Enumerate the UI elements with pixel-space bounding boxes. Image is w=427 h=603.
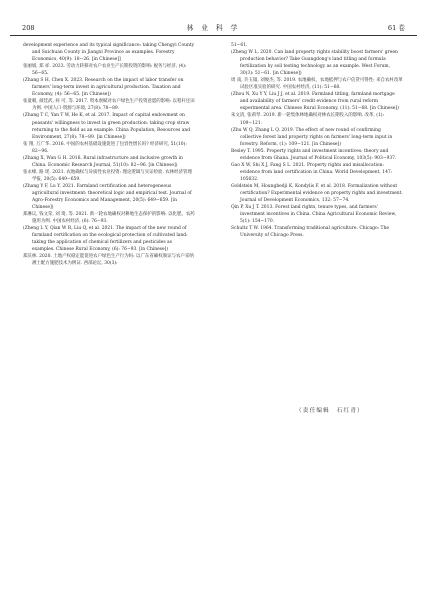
reference-entry: 郑淋议, 钱文荣, 刘 琦, 等. 2021. 新一轮农地确权对耕地生态保护的影响: 以化肥、农药施用为例. 中国农村经济, (6): 76−93. [23,212,195,225]
volume-label: 61 卷 [387,24,405,32]
reference-entry: Besley T. 1995. Property rights and investment incentives: theory and evidence from Ghana. Journal of Political Economy, 103(5): 903−937. [231,148,397,161]
reference-entry: Goldstein M, Houngbedji K, Kondylis F, et al. 2018. Formalization without certification? Experimental evidence on property rights and investment. Journal of Development Economics, 132: 57−74. [231,183,403,204]
reference-entry: 张童朝, 颜廷武, 何 可, 等. 2017. 资本禀赋对农户绿色生产投资意愿的影响: 以秸秆还田为例. 中国人口·资源与环境, 27(8): 78−89. [23,99,195,112]
reference-entry: (Zhang T C, Yan T W, He K, et al. 2017. Impact of capital endowment on peasants' willingness to invest in green production: taking crop straw returning to the field as an example. China Population, Resources and Environment, 27(8): 78−89. [in Chinese]) [23,113,191,140]
reference-entry: (Zheng W L. 2020. Can land property rights stability boost farmers' green production behavior? Take Guangdong's land titling and formula fertilization by soil testing technology as an example. West Forum, 30(3): 51−61. [in Chinese]) [231,50,398,77]
page-number: 208 [22,24,35,32]
reference-entry: Qin P, Xu J T. 2013. Forest land rights, tenure types, and farmers' investment incentives in China. China Agricultural Economic Review, 5(1): 154−170. [231,205,397,225]
reference-entry: (Zhang S H, Chen X. 2023. Research on the impact of labor transfer on farmers' long-term invest in agricultural production. Taxation and Economy, (4): 56−65. [in Chinese]) [23,78,184,98]
reference-entry: (Zhu W Q, Zhang L Q. 2019. The effect of new round of confirming collective forest land property rights on farmers' long-term input in forestry. Reform, (1): 109−121. [in Chinese]) [231,127,393,147]
reference-entry: (Zheng L Y, Qian W R, Liu Q, et al. 2021. The impact of the new round of farmland certification on the ecological protection of cultivated land: taking the application of chemical fertilizers and pesticides as examples. Chinese Rural Economy, (6): 76−93. [in Chinese]) [23,226,188,253]
reference-entry: Gao X W, Shi X J, Fang S L. 2021. Property rights and misallocation: evidence from land certification in China. World Development, 147: 105632. [231,162,393,182]
running-header [10,23,417,36]
reference-entry: 周 南, 许玉韫, 刘俊杰, 等. 2019. 农地确权、农地抵押与农户信贷可得性: 来自农村改革试验区准实验的研究. 中国农村经济, (11): 51−68. [231,78,403,91]
reference-entry: 51−61. [231,43,248,48]
reference-entry: 张丽娟, 郑 祥. 2023. 劳动力转移对农户农业生产长期投资的影响: 税务与经济, (4): 56−65. [23,64,187,77]
reference-entry: 郑沃林. 2020. 土地产权稳定能促进农户绿色生产行为吗: 以广东省确权颁证与农户采纳测土配方施肥技术为例证. 西部论坛, 30(3): [23,254,194,267]
reference-entry: (Zhang Y F, Lu Y. 2021. Farmland certification and heterogeneous agricultural investment: theoretical logic and empirical test. Journal of Agro-Forestry Economics and Management, 20(5): 649−659. [in Chinese]) [23,183,192,211]
reference-entry: 张 翔, 万广华. 2016. 中国的农村基础设施促进了包容性增长吗? 经济研究, 51(10): 82−96. [23,141,187,154]
references-column-right [231,42,403,239]
reference-entry: 张永峰, 路 瑶. 2021. 农地确权与异质性农业投资: 理论逻辑与实证检验. 农林经济管理学报, 20(5): 649−659. [23,169,192,182]
reference-entry: Schultz T W. 1964. Transforming traditional agriculture. Chicago: The University of Chicago Press. [231,226,389,239]
reference-entry: (Zhou N, Xu Y Y, Liu J J, et al. 2019. Farmland titling, farmland mortgage and availability of farmers' credit evidence from rural reform experimental area. Chinese Rural Economy, (11): 51−68. [in Chinese]) [231,92,399,112]
responsible-editor-note: （责任编辑 石红青） [296,408,364,414]
references-column-left [23,42,195,268]
reference-entry: 朱文清, 张莉琴. 2019. 新一轮集体林地确权对林农长期投入的影响. 改革, (1): 109−121. [231,113,384,126]
journal-title: 林 业 科 学 [186,24,241,32]
reference-entry: (Zhang X, Wan G H. 2016. Rural infrastructure and inclusive growth in China. Economic Research Journal, 51(10): 82−96. [in Chinese]) [23,155,183,168]
reference-entry: development experience and its typical significance: taking Chengyi County and Suichuan County in Jiangxi Province as examples. Forestry Economics, 40(9): 18−26. [in Chinese]] [23,43,195,63]
